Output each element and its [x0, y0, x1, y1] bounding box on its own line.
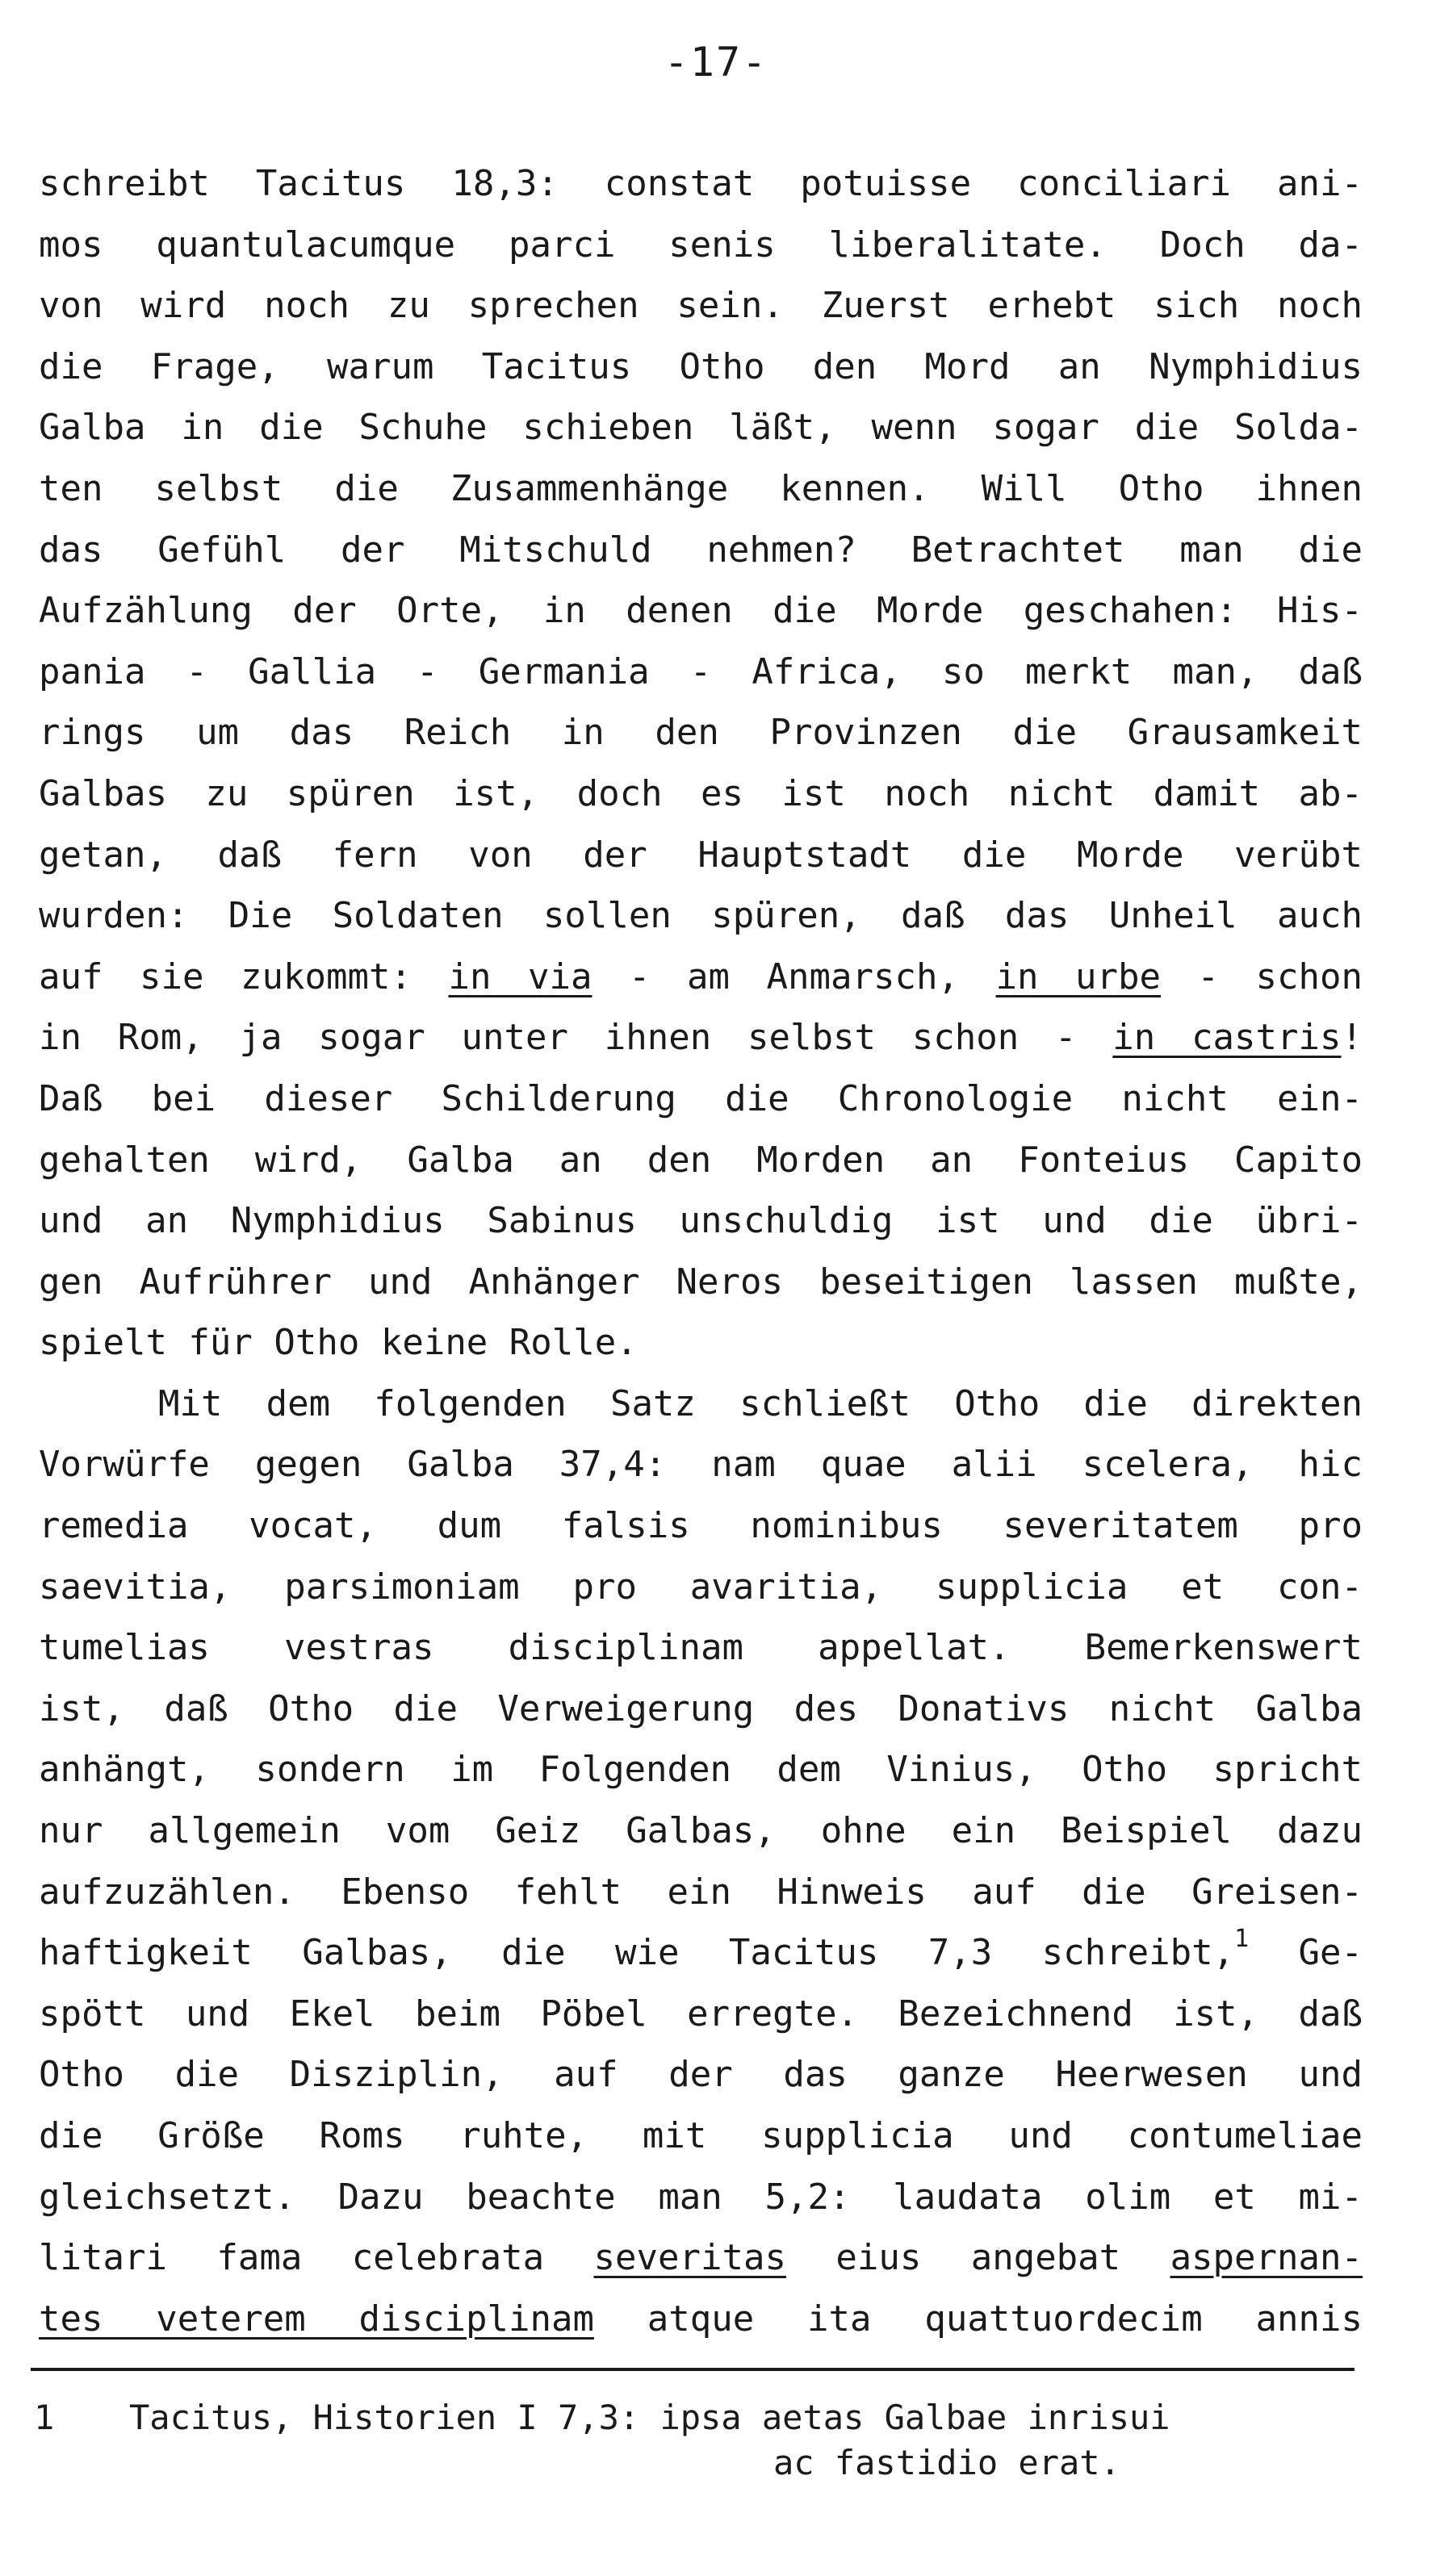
- text-segment: - am Anmarsch,: [592, 956, 996, 997]
- text-line: spielt für Otho keine Rolle.: [39, 1322, 638, 1364]
- text-line: [39, 1922, 1363, 1984]
- footnote-number: 1: [34, 2398, 55, 2437]
- text-line: Galbas zu spüren ist, doch es ist noch nicht damit ab-: [39, 772, 1363, 814]
- text-segment: litari fama celebrata: [39, 2237, 594, 2279]
- text-line: saevitia, parsimoniam pro avaritia, supplicia et con-: [39, 1566, 1363, 1608]
- text-line: Daß bei dieser Schilderung die Chronologie nicht ein-: [39, 1077, 1363, 1119]
- text-line: von wird noch zu sprechen sein. Zuerst erhebt sich noch: [39, 285, 1363, 327]
- text-line: spött und Ekel beim Pöbel erregte. Bezeichnend ist, daß: [39, 1993, 1363, 2034]
- text-line: und an Nymphidius Sabinus unschuldig ist und die übri-: [39, 1200, 1363, 1242]
- text-line: gleichsetzt. Dazu beachte man 5,2: laudata olim et mi-: [39, 2176, 1363, 2218]
- text-line: die Größe Roms ruhte, mit supplicia und contumeliae: [39, 2115, 1363, 2156]
- underlined-phrase: aspernan-: [1170, 2237, 1363, 2279]
- text-line: schreibt Tacitus 18,3: constat potuisse conciliari ani-: [39, 163, 1363, 204]
- text-line: [39, 947, 1363, 1008]
- text-line: ten selbst die Zusammenhänge kennen. Will Otho ihnen: [39, 467, 1363, 509]
- text-line: remedia vocat, dum falsis nominibus severitatem pro: [39, 1505, 1363, 1547]
- text-line: gehalten wird, Galba an den Morden an Fonteius Capito: [39, 1139, 1363, 1181]
- text-line: [39, 1007, 1363, 1068]
- text-line: die Frage, warum Tacitus Otho den Mord an Nymphidius: [39, 345, 1363, 387]
- footnote-reference: 1: [1234, 1925, 1250, 1954]
- text-line: rings um das Reich in den Provinzen die Grausamkeit: [39, 712, 1363, 754]
- underlined-phrase: in urbe: [995, 956, 1161, 997]
- text-segment: - schon: [1161, 956, 1363, 997]
- text-line: ist, daß Otho die Verweigerung des Donativs nicht Galba: [39, 1687, 1363, 1729]
- text-line: anhängt, sondern im Folgenden dem Vinius, Otho spricht: [39, 1749, 1363, 1791]
- underlined-phrase: tes veterem disciplinam: [39, 2298, 594, 2340]
- text-line: Mit dem folgenden Satz schließt Otho die direkten: [158, 1382, 1363, 1424]
- text-line: Vorwürfe gegen Galba 37,4: nam quae alii scelera, hic: [39, 1444, 1363, 1486]
- text-line: gen Aufrührer und Anhänger Neros beseitigen lassen mußte,: [39, 1261, 1363, 1303]
- underlined-phrase: in via: [448, 956, 592, 997]
- text-segment: atque ita quattuordecim annis: [593, 2298, 1363, 2340]
- text-line: mos quantulacumque parci senis liberalitate. Doch da-: [39, 224, 1363, 266]
- text-line: tumelias vestras disciplinam appellat. Bemerkenswert: [39, 1627, 1363, 1669]
- text-line: [39, 2227, 1363, 2289]
- text-segment: eius angebat: [785, 2237, 1170, 2279]
- text-line: das Gefühl der Mitschuld nehmen? Betrachtet man die: [39, 529, 1363, 571]
- text-line: aufzuzählen. Ebenso fehlt ein Hinweis auf die Greisen-: [39, 1871, 1363, 1913]
- body-text: [39, 153, 1363, 2349]
- underlined-phrase: severitas: [593, 2237, 786, 2279]
- text-segment: in Rom, ja sogar unter ihnen selbst schon -: [39, 1017, 1113, 1059]
- text-line: getan, daß fern von der Hauptstadt die Morde verübt: [39, 834, 1363, 876]
- text-line: nur allgemein vom Geiz Galbas, ohne ein Beispiel dazu: [39, 1810, 1363, 1852]
- page-number: -17-: [664, 39, 768, 86]
- footnote-divider: [31, 2368, 1355, 2371]
- text-segment: Ge-: [1249, 1932, 1363, 1974]
- text-line: Otho die Disziplin, auf der das ganze Heerwesen und: [39, 2054, 1363, 2096]
- text-line: Galba in die Schuhe schieben läßt, wenn sogar die Solda-: [39, 407, 1363, 449]
- text-segment: !: [1341, 1017, 1363, 1059]
- text-line: Aufzählung der Orte, in denen die Morde geschahen: His-: [39, 590, 1363, 632]
- text-line: wurden: Die Soldaten sollen spüren, daß das Unheil auch: [39, 895, 1363, 937]
- text-segment: auf sie zukommt:: [39, 956, 449, 997]
- text-line: pania - Gallia - Germania - Africa, so merkt man, daß: [39, 650, 1363, 692]
- text-line: [39, 2289, 1363, 2350]
- footnote-text-continued: ac fastidio erat.: [773, 2443, 1120, 2482]
- underlined-phrase: in castris: [1112, 1017, 1342, 1059]
- text-segment: haftigkeit Galbas, die wie Tacitus 7,3 schreibt,: [39, 1932, 1235, 1974]
- footnote-text: Tacitus, Historien I 7,3: ipsa aetas Galbae inrisui: [129, 2398, 1170, 2437]
